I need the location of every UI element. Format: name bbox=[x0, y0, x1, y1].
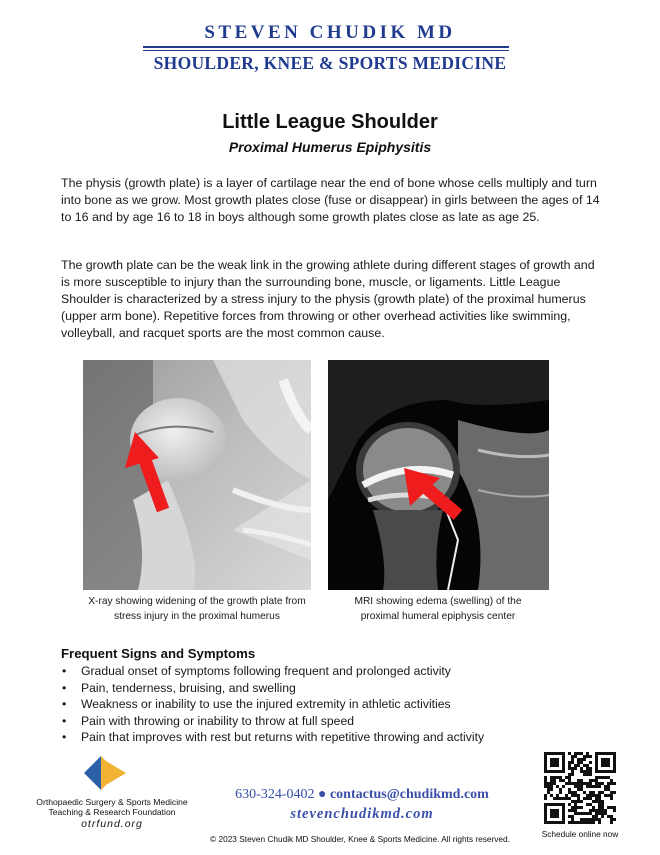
list-item: • Pain that improves with rest but returns with repetitive throwing and activity bbox=[61, 729, 561, 746]
list-item: • Weakness or inability to use the injured extremity in athletic activities bbox=[61, 696, 561, 713]
copyright-notice: © 2023 Steven Chudik MD Shoulder, Knee & Sports Medicine. All rights reserved. bbox=[210, 834, 510, 844]
list-item: • Pain, tenderness, bruising, and swelling bbox=[61, 680, 561, 697]
qr-label: Schedule online now bbox=[541, 829, 619, 839]
list-item: • Pain with throwing or inability to throw at full speed bbox=[61, 713, 561, 730]
mri-image bbox=[328, 360, 549, 590]
foundation-logo bbox=[84, 756, 126, 790]
foundation-name-line1: Orthopaedic Surgery & Sports Medicine bbox=[36, 797, 188, 807]
website-link[interactable]: stevenchudikmd.com bbox=[290, 806, 434, 822]
brand-subtitle: SHOULDER, KNEE & SPORTS MEDICINE bbox=[153, 53, 507, 73]
bullet-dot-icon: ● bbox=[317, 787, 330, 802]
foundation-url[interactable]: otrfund.org bbox=[81, 818, 143, 830]
foundation-name-line2: Teaching & Research Foundation bbox=[48, 807, 176, 817]
signs-list bbox=[61, 663, 561, 746]
xray-caption: X-ray showing widening of the growth plate from stress injury in the proximal humerus bbox=[88, 596, 306, 622]
page-subtitle: Proximal Humerus Epiphysitis bbox=[228, 139, 432, 155]
signs-heading: Frequent Signs and Symptoms bbox=[61, 646, 256, 661]
list-item: • Gradual onset of symptoms following frequent and prolonged activity bbox=[61, 663, 561, 680]
qr-code-icon[interactable] bbox=[544, 752, 616, 824]
paragraph-intro: The physis (growth plate) is a layer of cartilage near the end of bone whose cells multiply and turn into bone as we grow. Most growth plates close (fuse or disappear) in girls between the ages of 14 to 16 and by age 16 to 18 in boys although some growth plates close as late as age 25. bbox=[61, 176, 600, 224]
page-title: Little League Shoulder bbox=[222, 111, 438, 133]
header-rule-top bbox=[143, 46, 509, 48]
email-link[interactable]: contactus@chudikmd.com bbox=[329, 787, 489, 802]
xray-image bbox=[83, 360, 311, 590]
mri-caption: MRI showing edema (swelling) of the proximal humeral epiphysis center bbox=[354, 596, 522, 622]
brand-name: STEVEN CHUDIK MD bbox=[204, 22, 456, 43]
phone-number[interactable]: 630-324-0402 bbox=[235, 787, 315, 802]
paragraph-growth-plate: The growth plate can be the weak link in the growing athlete during different stages of growth and is more susceptible to injury than the surrounding bone, muscle, or ligaments. Little League Shoulder is characterized by a stress injury to the physis (growth plate) of the proximal humerus (upper arm bone). Repetitive forces from throwing or other overhead activities like swimming, volleyball, and racquet sports are the most common cause. bbox=[61, 258, 595, 340]
header-rule-bottom bbox=[143, 50, 509, 52]
contact-line bbox=[221, 787, 503, 803]
